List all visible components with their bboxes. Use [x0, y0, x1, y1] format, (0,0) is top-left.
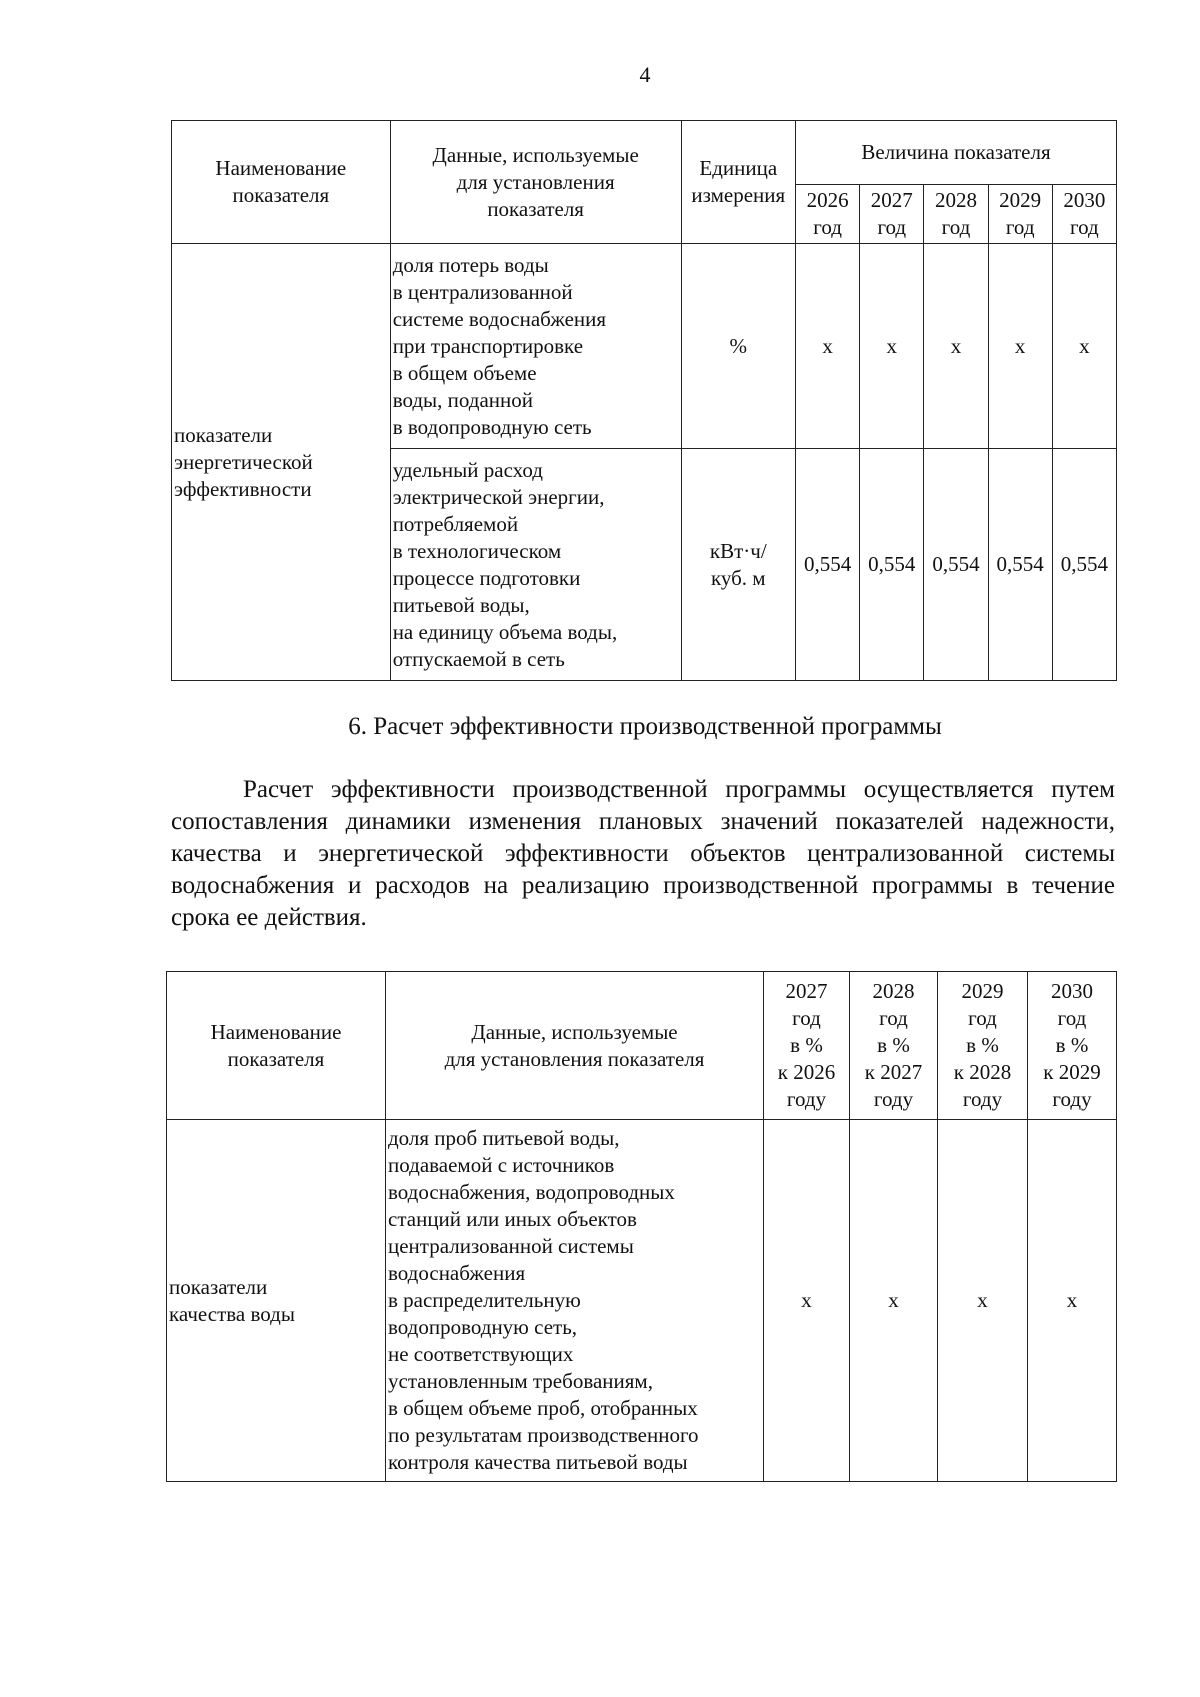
table-row [167, 1120, 1117, 1482]
page-number: 4 [639, 62, 651, 87]
header-year-ratio: 2028 год в % к 2027 году [850, 972, 938, 1120]
data-description: доля проб питьевой воды, подаваемой с источников водоснабжения, водопроводных станций или иных объектов централизованной системы водоснабжения в распределительную водопроводную сеть, не соответствующих установленным требованиям, в общем объеме проб, отобранных по результатам производственного контроля качества питьевой воды [386, 1120, 764, 1482]
water-quality-table [166, 971, 1117, 1482]
value-cell: х [924, 244, 988, 449]
unit-cell: % [681, 244, 795, 449]
indicator-group-label: показатели энергетической эффективности [172, 244, 391, 681]
header-data-used: Данные, используемые для установления показателя [386, 972, 764, 1120]
section-heading: 6. Расчет эффективности производственной программы [348, 713, 942, 740]
header-year-ratio: 2030 год в % к 2029 году [1028, 972, 1117, 1120]
header-year: 2030 год [1052, 185, 1116, 244]
data-description: доля потерь воды в централизованной системе водоснабжения при транспортировке в общем объеме воды, поданной в водопроводную сеть [390, 244, 681, 449]
value-cell: 0,554 [988, 449, 1052, 681]
header-year: 2029 год [988, 185, 1052, 244]
value-cell: х [988, 244, 1052, 449]
value-cell: х [1028, 1120, 1117, 1482]
header-year: 2028 год [924, 185, 988, 244]
header-indicator-name: Наименование показателя [167, 972, 386, 1120]
body-paragraph: Расчет эффективности производственной программы осуществляется путем сопоставления динамики изменения плановых значений показателей надежности, качества и энергетической эффективности объектов централизованной системы водоснабжения и расходов на реализацию производственной программы в течение срока ее действия. [171, 776, 1115, 931]
value-cell: х [795, 244, 859, 449]
header-unit: Единица измерения [681, 121, 795, 244]
header-indicator-value: Величина показателя [795, 121, 1116, 185]
indicator-group-label: показатели качества воды [167, 1120, 386, 1482]
header-year-ratio: 2027 год в % к 2026 году [764, 972, 850, 1120]
value-cell: х [1052, 244, 1116, 449]
header-indicator-name: Наименование показателя [172, 121, 391, 244]
header-year-ratio: 2029 год в % к 2028 году [938, 972, 1028, 1120]
table-row [172, 244, 1117, 449]
value-cell: 0,554 [1052, 449, 1116, 681]
value-cell: х [764, 1120, 850, 1482]
value-cell: х [850, 1120, 938, 1482]
header-data-used: Данные, используемые для установления показателя [390, 121, 681, 244]
value-cell: х [860, 244, 924, 449]
unit-cell: кВт·ч/ куб. м [681, 449, 795, 681]
header-year: 2027 год [860, 185, 924, 244]
value-cell: 0,554 [860, 449, 924, 681]
data-description: удельный расход электрической энергии, потребляемой в технологическом процессе подготовки питьевой воды, на единицу объема воды, отпускаемой в сеть [390, 449, 681, 681]
value-cell: х [938, 1120, 1028, 1482]
value-cell: 0,554 [924, 449, 988, 681]
value-cell: 0,554 [795, 449, 859, 681]
header-year: 2026 год [795, 185, 859, 244]
energy-efficiency-table [171, 120, 1117, 681]
